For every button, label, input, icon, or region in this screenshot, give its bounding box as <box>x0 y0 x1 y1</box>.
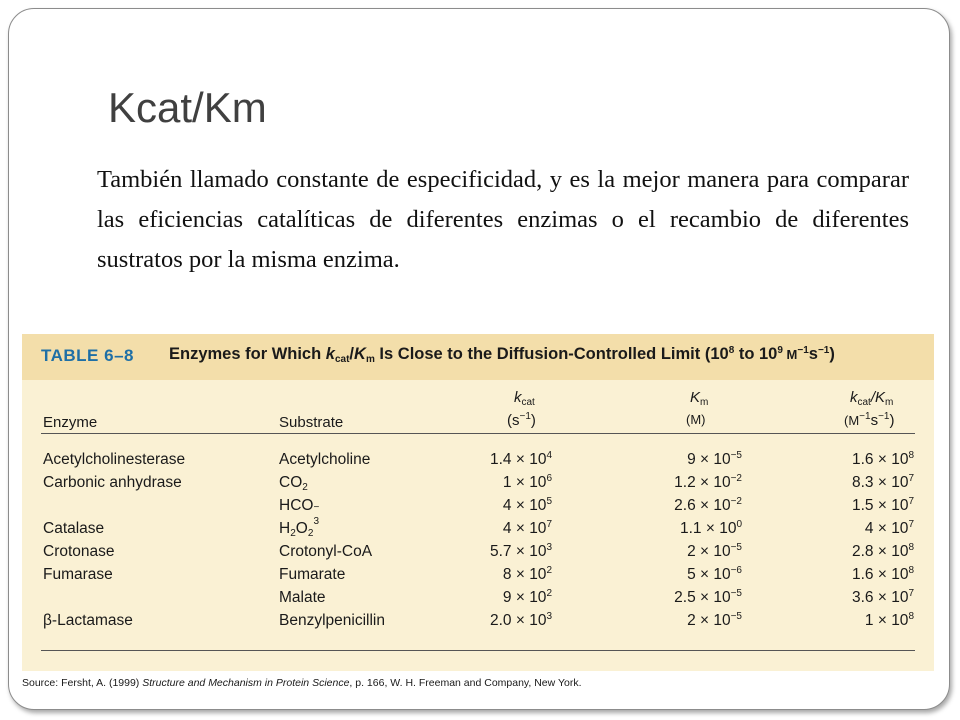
cell-ratio: $2.8 \times 10^8$ <box>851 542 914 560</box>
cell-kcat: $5.7 \times 10^3$ <box>489 542 552 560</box>
table-caption: Enzymes for Which $k_{cat}/K_m$ Is Close to the Diffusion-Controlled Limit ($10^8$ to $10^9$ $M^{-1}s^{-1}$) <box>169 345 835 365</box>
header-kcat-unit: $(s^{-1})$ <box>507 411 536 429</box>
header-km-unit: (M) <box>686 412 706 427</box>
cell-kcat: $9 \times 10^2$ <box>502 588 552 606</box>
cell-ratio: $8.3 \times 10^7$ <box>851 473 914 491</box>
cell-km: $2 \times 10^{-5}$ <box>687 611 742 629</box>
cell-kcat: $1 \times 10^6$ <box>502 473 552 491</box>
header-enzyme: Enzyme <box>43 414 98 431</box>
slide-body-text: También llamado constante de especificidad, y es la mejor manera para comparar las eficiencias catalíticas de diferentes enzimas o el recambio de diferentes sustratos por la misma enzima. <box>97 166 909 273</box>
cell-ratio: $1 \times 10^8$ <box>864 611 914 629</box>
table-row <box>22 612 934 635</box>
table-label: TABLE 6–8 <box>41 346 134 365</box>
cell-ratio: $3.6 \times 10^7$ <box>851 588 914 606</box>
cell-km: $1.1 \times 10^0$ <box>679 519 742 537</box>
cell-substrate: HCO − 3 <box>279 497 320 527</box>
cell-ratio: $1.5 \times 10^7$ <box>851 496 914 514</box>
cell-km: $9 \times 10^{-5}$ <box>687 450 742 468</box>
cell-substrate: Benzylpenicillin <box>279 612 385 629</box>
cell-enzyme: Crotonase <box>43 543 115 560</box>
cell-km: $2.5 \times 10^{-5}$ <box>674 588 742 606</box>
table-row <box>22 474 934 497</box>
cell-kcat: $8 \times 10^2$ <box>502 565 552 583</box>
table-panel <box>22 334 934 671</box>
header-substrate: Substrate <box>279 414 344 431</box>
cell-enzyme: Acetylcholinesterase <box>43 451 186 468</box>
table-row <box>22 520 934 543</box>
cell-enzyme: β-Lactamase <box>43 612 133 629</box>
cell-kcat: $1.4 \times 10^4$ <box>489 450 552 468</box>
cell-ratio: $1.6 \times 10^8$ <box>851 565 914 583</box>
cell-km: $5 \times 10^{-6}$ <box>687 565 742 583</box>
table-row <box>22 566 934 589</box>
cell-enzyme: Fumarase <box>43 566 113 583</box>
cell-km: $2.6 \times 10^{-2}$ <box>674 496 742 514</box>
cell-kcat: $4 \times 10^5$ <box>502 496 552 514</box>
header-ratio-unit: $(M^{-1}s^{-1})$ <box>844 411 895 429</box>
cell-substrate: $H_2O_2$ <box>279 520 314 539</box>
cell-ratio: $4 \times 10^7$ <box>864 519 914 537</box>
cell-substrate: Malate <box>279 589 326 606</box>
table-row <box>22 451 934 474</box>
table-header-bar <box>22 334 934 380</box>
cell-ratio: $1.6 \times 10^8$ <box>851 450 914 468</box>
cell-substrate: $CO_2$ <box>279 474 308 493</box>
cell-substrate: Crotonyl-CoA <box>279 543 373 560</box>
cell-kcat: $4 \times 10^7$ <box>502 519 552 537</box>
cell-km: $2 \times 10^{-5}$ <box>687 542 742 560</box>
footer-rule <box>41 650 915 651</box>
table-row <box>22 589 934 612</box>
cell-substrate: Acetylcholine <box>279 451 371 468</box>
header-ratio: $k_{cat}/K_m$ <box>850 389 894 408</box>
table-row <box>22 543 934 566</box>
header-rule <box>41 433 915 434</box>
cell-km: $1.2 \times 10^{-2}$ <box>674 473 742 491</box>
table-source: Source: Fersht, A. (1999) Structure and Mechanism in Protein Science, p. 166, W. H. Freeman and Company, New York. <box>22 677 582 689</box>
cell-substrate: Fumarate <box>279 566 346 583</box>
table-row <box>22 496 934 527</box>
cell-kcat: $2.0 \times 10^3$ <box>489 611 552 629</box>
slide-title: Kcat/Km <box>108 84 267 131</box>
cell-enzyme: Carbonic anhydrase <box>43 474 182 491</box>
header-kcat: $k_{cat}$ <box>514 389 535 408</box>
cell-enzyme: Catalase <box>43 520 105 537</box>
header-km: $K_m$ <box>690 389 709 408</box>
